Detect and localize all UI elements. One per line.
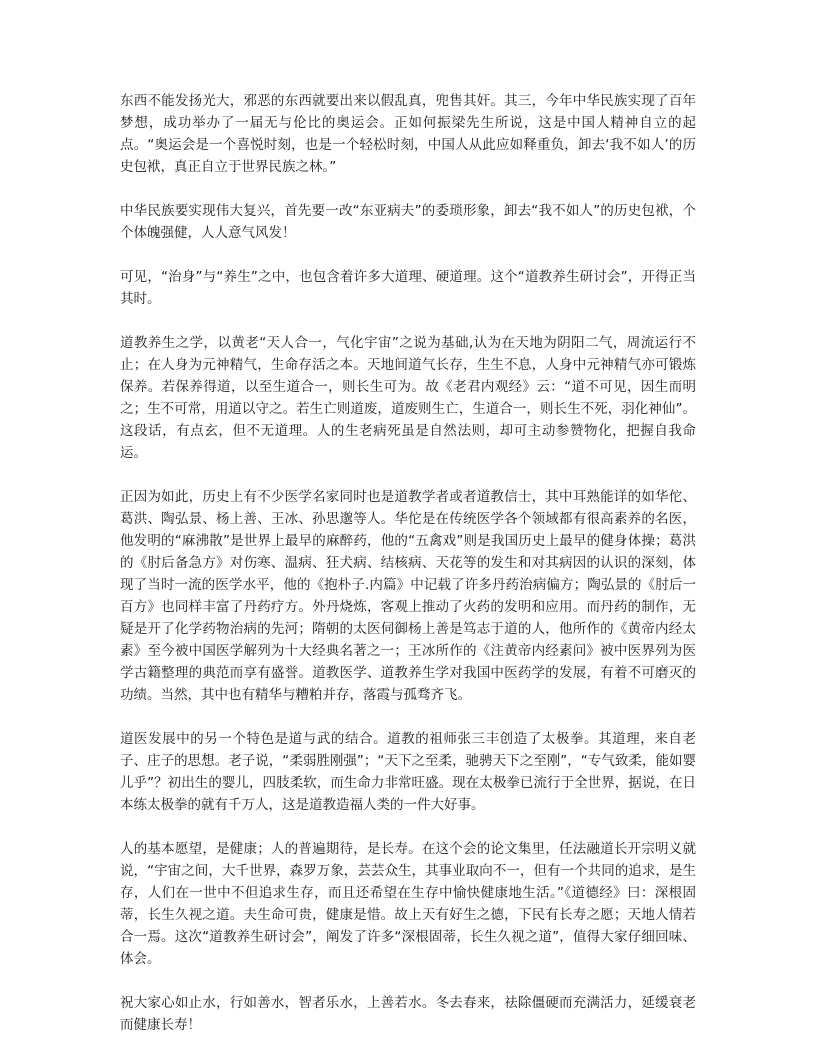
paragraph-3: 可见，“治身”与“养生”之中，也包含着许多大道理、硬道理。这个“道教养生研讨会”，开得正当其时。 [120, 269, 696, 307]
paragraph-8: 祝大家心如止水，行如善水，智者乐水，上善若水。冬去春来，祛除僵硬而充满活力，延缓衰老而健康长寿！ [120, 995, 696, 1033]
paragraph-7: 人的基本愿望，是健康；人的普遍期待，是长寿。在这个会的论文集里，任法融道长开宗明义就说，“宇宙之间，大千世界，森罗万象，芸芸众生，其事业取向不一，但有一个共同的追求，是生存，人们在一世中不但追求生存，而且还希望在生存中愉快健康地生活。”《道德经》曰：深根固蒂，长生久视之道。夫生命可贵，健康是惜。故上天有好生之德，下民有长寿之愿；天地人情若合一焉。这次“道教养生研讨会”，阐发了许多“深根固蒂，长生久视之道”，值得大家仔细回味、体会。 [120, 841, 696, 967]
paragraph-5: 正因为如此，历史上有不少医学名家同时也是道教学者或者道教信士，其中耳熟能详的如华佗、葛洪、陶弘景、杨上善、王冰、孙思邈等人。华佗是在传统医学各个领域都有很高素养的名医，他发明的“麻沸散”是世界上最早的麻醉药，他的“五禽戏”则是我国历史上最早的健身体操；葛洪的《肘后备急方》对伤寒、温病、狂犬病、结核病、天花等的发生和对其病因的认识的深刻，体现了当时一流的医学水平，他的《抱朴子.内篇》中记载了许多丹药治病偏方；陶弘景的《肘后一百方》也同样丰富了丹药疗方。外丹烧炼，客观上推动了火药的发明和应用。而丹药的制作，无疑是开了化学药物治病的先河；隋朝的太医伺御杨上善是笃志于道的人，他所作的《黄帝内经太素》至今被中国医学解列为十大经典名著之一；王冰所作的《注黄帝内经素问》被中医界列为医学古籍整理的典范而享有盛誉。道教医学、道教养生学对我国中医药学的发展，有着不可磨灭的功绩。当然，其中也有精华与糟粕并存，落霞与孤骛齐飞。 [120, 489, 696, 703]
document-page [120, 90, 696, 1058]
paragraph-1: 东西不能发扬光大，邪恶的东西就要出来以假乱真，兜售其奸。其三，今年中华民族实现了百年梦想，成功举办了一届无与伦比的奥运会。正如何振梁先生所说，这是中国人精神自立的起点。“奥运会是一个喜悦时刻，也是一个轻松时刻，中国人从此应如释重负，卸去‘我不如人’的历史包袱，真正自立于世界民族之林。” [120, 93, 696, 175]
paragraph-2: 中华民族要实现伟大复兴，首先要一改“东亚病夫”的委琐形象，卸去“我不如人”的历史包袱，个个体魄强健，人人意气风发！ [120, 203, 696, 241]
paragraph-4: 道教养生之学，以黄老“天人合一，气化宇宙”之说为基础,认为在天地为阴阳二气，周流运行不止；在人身为元神精气，生命存活之本。天地间道气长存，生生不息，人身中元神精气亦可锻炼保养。若保养得道，以至生道合一，则长生可为。故《老君内观经》云：“道不可见，因生而明之；生不可常，用道以守之。若生亡则道废，道废则生亡，生道合一，则长生不死，羽化神仙”。这段话，有点玄，但不无道理。人的生老病死虽是自然法则，却可主动参赞物化，把握自我命运。 [120, 335, 696, 461]
paragraph-6: 道医发展中的另一个特色是道与武的结合。道教的祖师张三丰创造了太极拳。其道理，来自老子、庄子的思想。老子说，“柔弱胜刚强”；“天下之至柔，驰骋天下之至刚”，“专气致柔，能如婴儿乎”？初出生的婴儿，四肢柔软，而生命力非常旺盛。现在太极拳已流行于全世界，据说，在日本练太极拳的就有千万人，这是道教造福人类的一件大好事。 [120, 731, 696, 813]
